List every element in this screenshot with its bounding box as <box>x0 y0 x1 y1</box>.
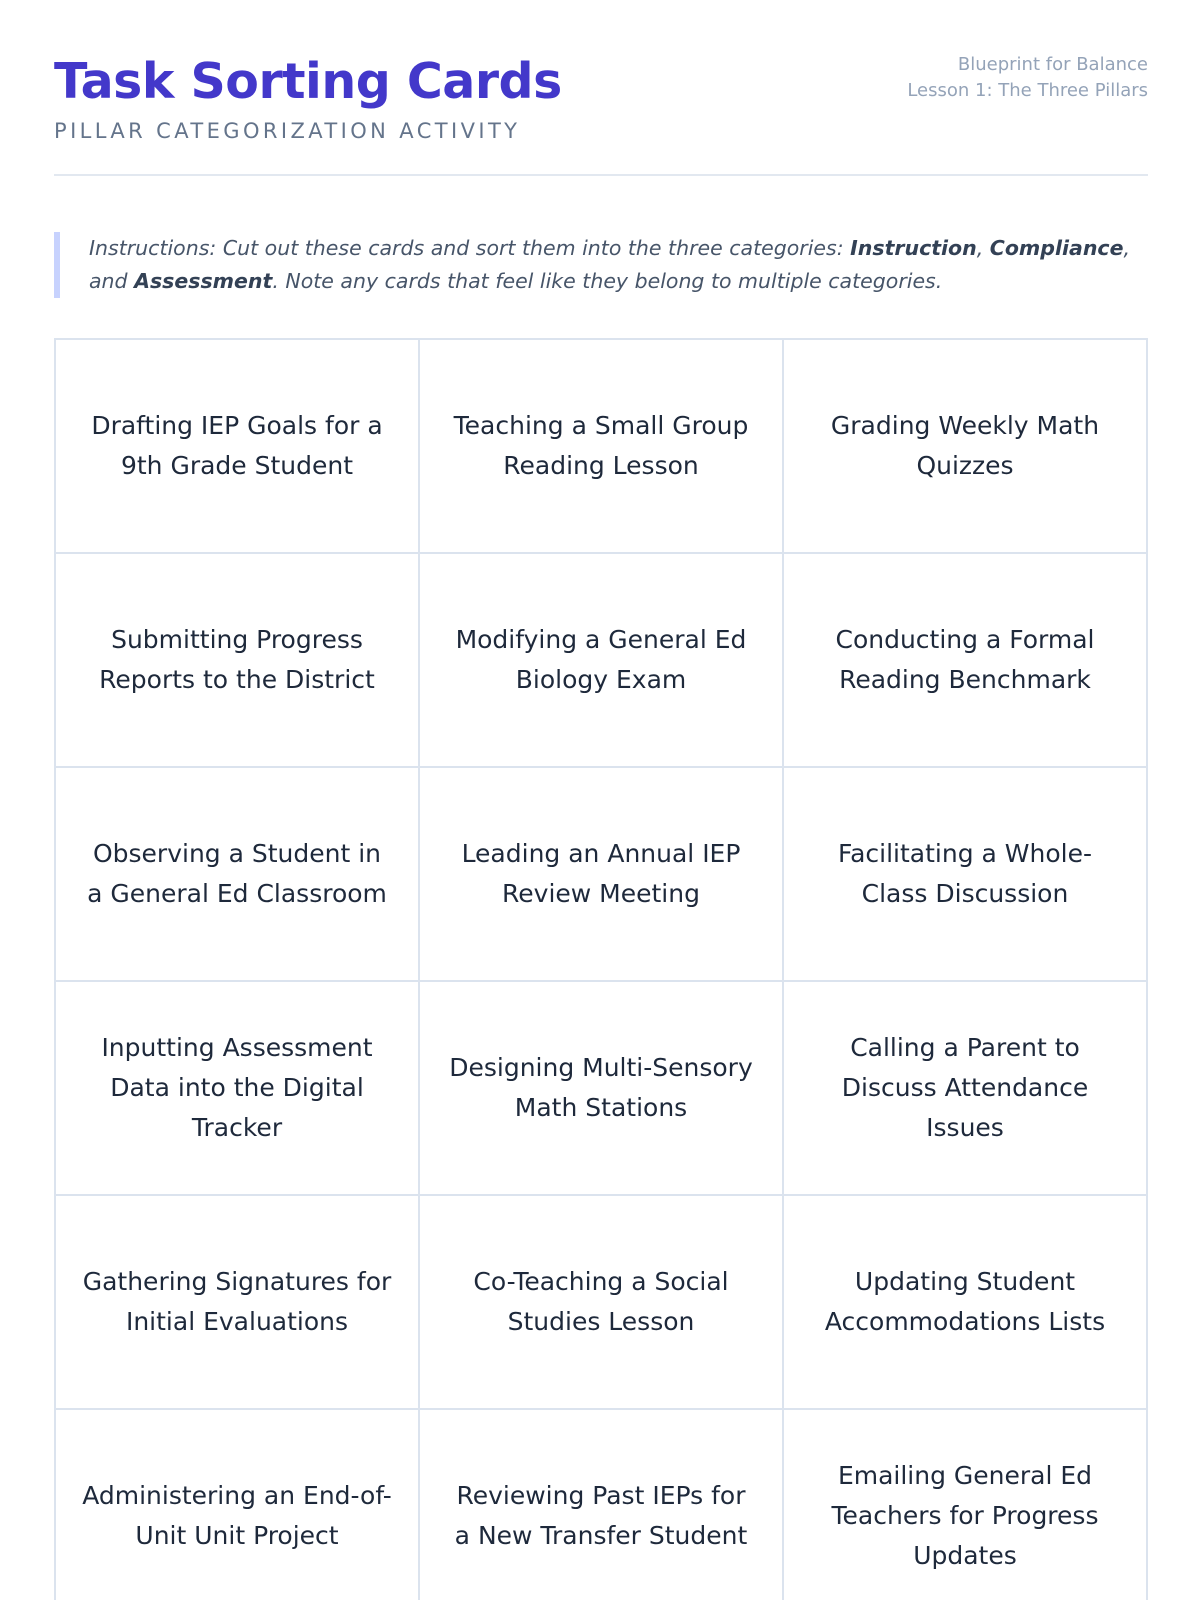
course-name: Blueprint for Balance <box>957 54 1148 75</box>
instructions-block <box>54 232 1148 298</box>
task-card-label: Emailing General Ed Teachers for Progress Updates <box>831 1461 1099 1570</box>
task-card <box>56 554 420 768</box>
task-card-label: Reviewing Past IEPs for a New Transfer Student <box>454 1481 748 1550</box>
task-card-label: Updating Student Accommodations Lists <box>824 1267 1106 1336</box>
task-card-label: Administering an End-of-Unit Unit Project <box>82 1481 392 1550</box>
instructions-sep: , and <box>89 236 1131 293</box>
task-card <box>56 340 420 554</box>
task-card <box>56 1196 420 1410</box>
task-card <box>420 768 784 982</box>
task-card <box>56 982 420 1196</box>
lesson-meta <box>907 52 1148 104</box>
task-card-label: Grading Weekly Math Quizzes <box>830 411 1100 480</box>
category-assessment: Assessment <box>134 269 273 293</box>
category-instruction: Instruction <box>850 236 977 260</box>
task-card <box>56 768 420 982</box>
task-card <box>420 554 784 768</box>
card-grid <box>54 338 1148 1600</box>
instructions-lead: Instructions: Cut out these cards and sort them into the three categories: <box>89 236 851 260</box>
page-header <box>54 52 1148 176</box>
worksheet-page <box>54 0 1148 1600</box>
instructions-sep: , <box>976 236 990 260</box>
task-card <box>784 1410 1148 1600</box>
task-card-label: Teaching a Small Group Reading Lesson <box>453 411 749 480</box>
task-card <box>420 1196 784 1410</box>
task-card <box>784 768 1148 982</box>
page-title: Task Sorting Cards <box>54 53 562 110</box>
task-card-label: Leading an Annual IEP Review Meeting <box>461 839 741 908</box>
task-card <box>784 1196 1148 1410</box>
task-card-label: Conducting a Formal Reading Benchmark <box>835 625 1095 694</box>
lesson-name: Lesson 1: The Three Pillars <box>907 80 1148 101</box>
task-card-label: Drafting IEP Goals for a 9th Grade Student <box>91 411 383 480</box>
task-card-label: Facilitating a Whole-Class Discussion <box>838 839 1092 908</box>
task-card-label: Observing a Student in a General Ed Classroom <box>87 839 387 908</box>
task-card <box>420 340 784 554</box>
task-card <box>784 554 1148 768</box>
task-card-label: Inputting Assessment Data into the Digital Tracker <box>101 1033 373 1142</box>
task-card <box>420 1410 784 1600</box>
task-card-label: Gathering Signatures for Initial Evaluations <box>82 1267 392 1336</box>
task-card <box>784 340 1148 554</box>
page-subtitle: PILLAR CATEGORIZATION ACTIVITY <box>54 119 521 143</box>
task-card-label: Modifying a General Ed Biology Exam <box>455 625 747 694</box>
task-card <box>420 982 784 1196</box>
task-card-label: Designing Multi-Sensory Math Stations <box>449 1053 753 1122</box>
instructions-tail: . Note any cards that feel like they belong to multiple categories. <box>272 269 943 293</box>
task-card-label: Co-Teaching a Social Studies Lesson <box>473 1267 729 1336</box>
task-card-label: Calling a Parent to Discuss Attendance Issues <box>841 1033 1089 1142</box>
task-card-label: Submitting Progress Reports to the District <box>99 625 375 694</box>
category-compliance: Compliance <box>989 236 1124 260</box>
task-card <box>56 1410 420 1600</box>
task-card <box>784 982 1148 1196</box>
